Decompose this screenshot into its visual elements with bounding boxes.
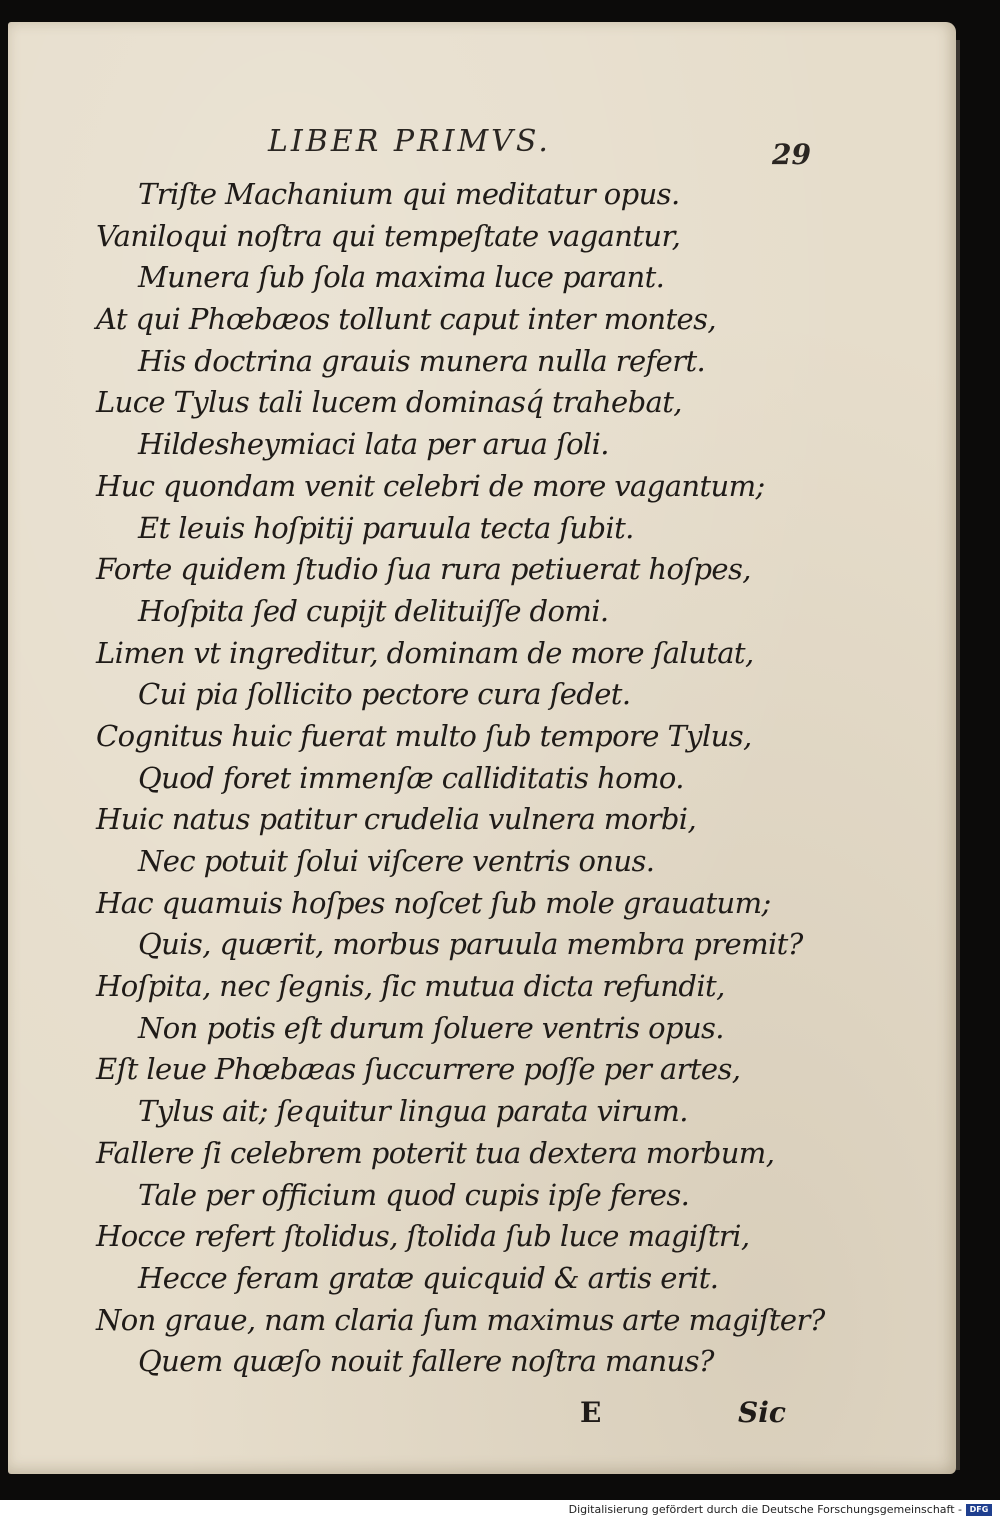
verse-line: Cognitus huic fuerat multo ſub tempore Tylus, (96, 718, 752, 753)
verse-line: At qui Phœbæos tollunt caput inter montes, (96, 302, 717, 337)
verse-line: Hecce feram gratæ quicquid & artis erit. (138, 1260, 719, 1295)
digitization-footer (0, 1500, 1000, 1520)
verse-line: Fallere ſi celebrem poterit tua dextera morbum, (96, 1135, 775, 1170)
verse-text-block (8, 174, 948, 1383)
verse-line: Non graue, nam claria ſum maximus arte magiſter? (96, 1302, 825, 1337)
verse-line: Tale per officium quod cupis ipſe feres. (138, 1177, 690, 1212)
verse-line: Tylus ait; ſequitur lingua parata virum. (138, 1094, 688, 1129)
running-head: LIBER PRIMVS. (268, 124, 551, 159)
verse-line: His doctrina grauis munera nulla refert. (138, 343, 706, 378)
funding-credit: Digitalisierung gefördert durch die Deutsche Forschungsgemeinschaft - (568, 1503, 962, 1516)
catchword: Sic (738, 1396, 786, 1429)
verse-line: Hac quamuis hoſpes noſcet ſub mole grauatum; (96, 885, 771, 920)
verse-line: Huic natus patitur crudelia vulnera morbi, (96, 802, 697, 837)
verse-line: Nec potuit ſolui viſcere ventris onus. (138, 844, 655, 878)
verse-line: Vaniloqui noſtra qui tempeſtate vagantur, (96, 218, 681, 253)
verse-line: Huc quondam venit celebri de more vagantum; (96, 468, 765, 503)
page-edge (956, 40, 960, 1470)
verse-line: Luce Tylus tali lucem dominasq́ trahebat, (96, 385, 682, 420)
verse-line: Forte quidem ſtudio ſua rura petiuerat hoſpes, (96, 552, 751, 587)
verse-line: Hocce refert ſtolidus, ſtolida ſub luce magiſtri, (96, 1219, 750, 1254)
verse-line: Quem quæſo nouit fallere noſtra manus? (138, 1344, 714, 1379)
book-page (8, 22, 956, 1474)
signature-mark: E (580, 1396, 602, 1429)
verse-line: Cui pia ſollicito pectore cura ſedet. (138, 677, 631, 712)
verse-line: Triſte Machanium qui meditatur opus. (138, 177, 680, 211)
verse-line: Quis, quærit, morbus paruula membra premit? (138, 927, 803, 962)
verse-line: Hoſpita, nec ſegnis, ſic mutua dicta refundit, (96, 969, 725, 1004)
verse-line: Non potis eſt durum ſoluere ventris opus. (138, 1010, 724, 1045)
verse-line: Hoſpita ſed cupijt delituiſſe domi. (138, 593, 609, 628)
verse-line: Limen vt ingreditur, dominam de more ſalutat, (96, 635, 754, 670)
verse-line: Quod foret immenſæ calliditatis homo. (138, 760, 684, 795)
verse-line: Munera ſub ſola maxima luce parant. (138, 260, 665, 295)
page-number: 29 (772, 138, 811, 171)
verse-line: Et leuis hoſpitij paruula tecta ſubit. (138, 510, 634, 545)
verse-line: Eſt leue Phœbæas ſuccurrere poſſe per artes, (96, 1052, 741, 1087)
dfg-logo: DFG (966, 1504, 992, 1516)
verse-line: Hildesheymiaci lata per arua ſoli. (138, 427, 609, 462)
